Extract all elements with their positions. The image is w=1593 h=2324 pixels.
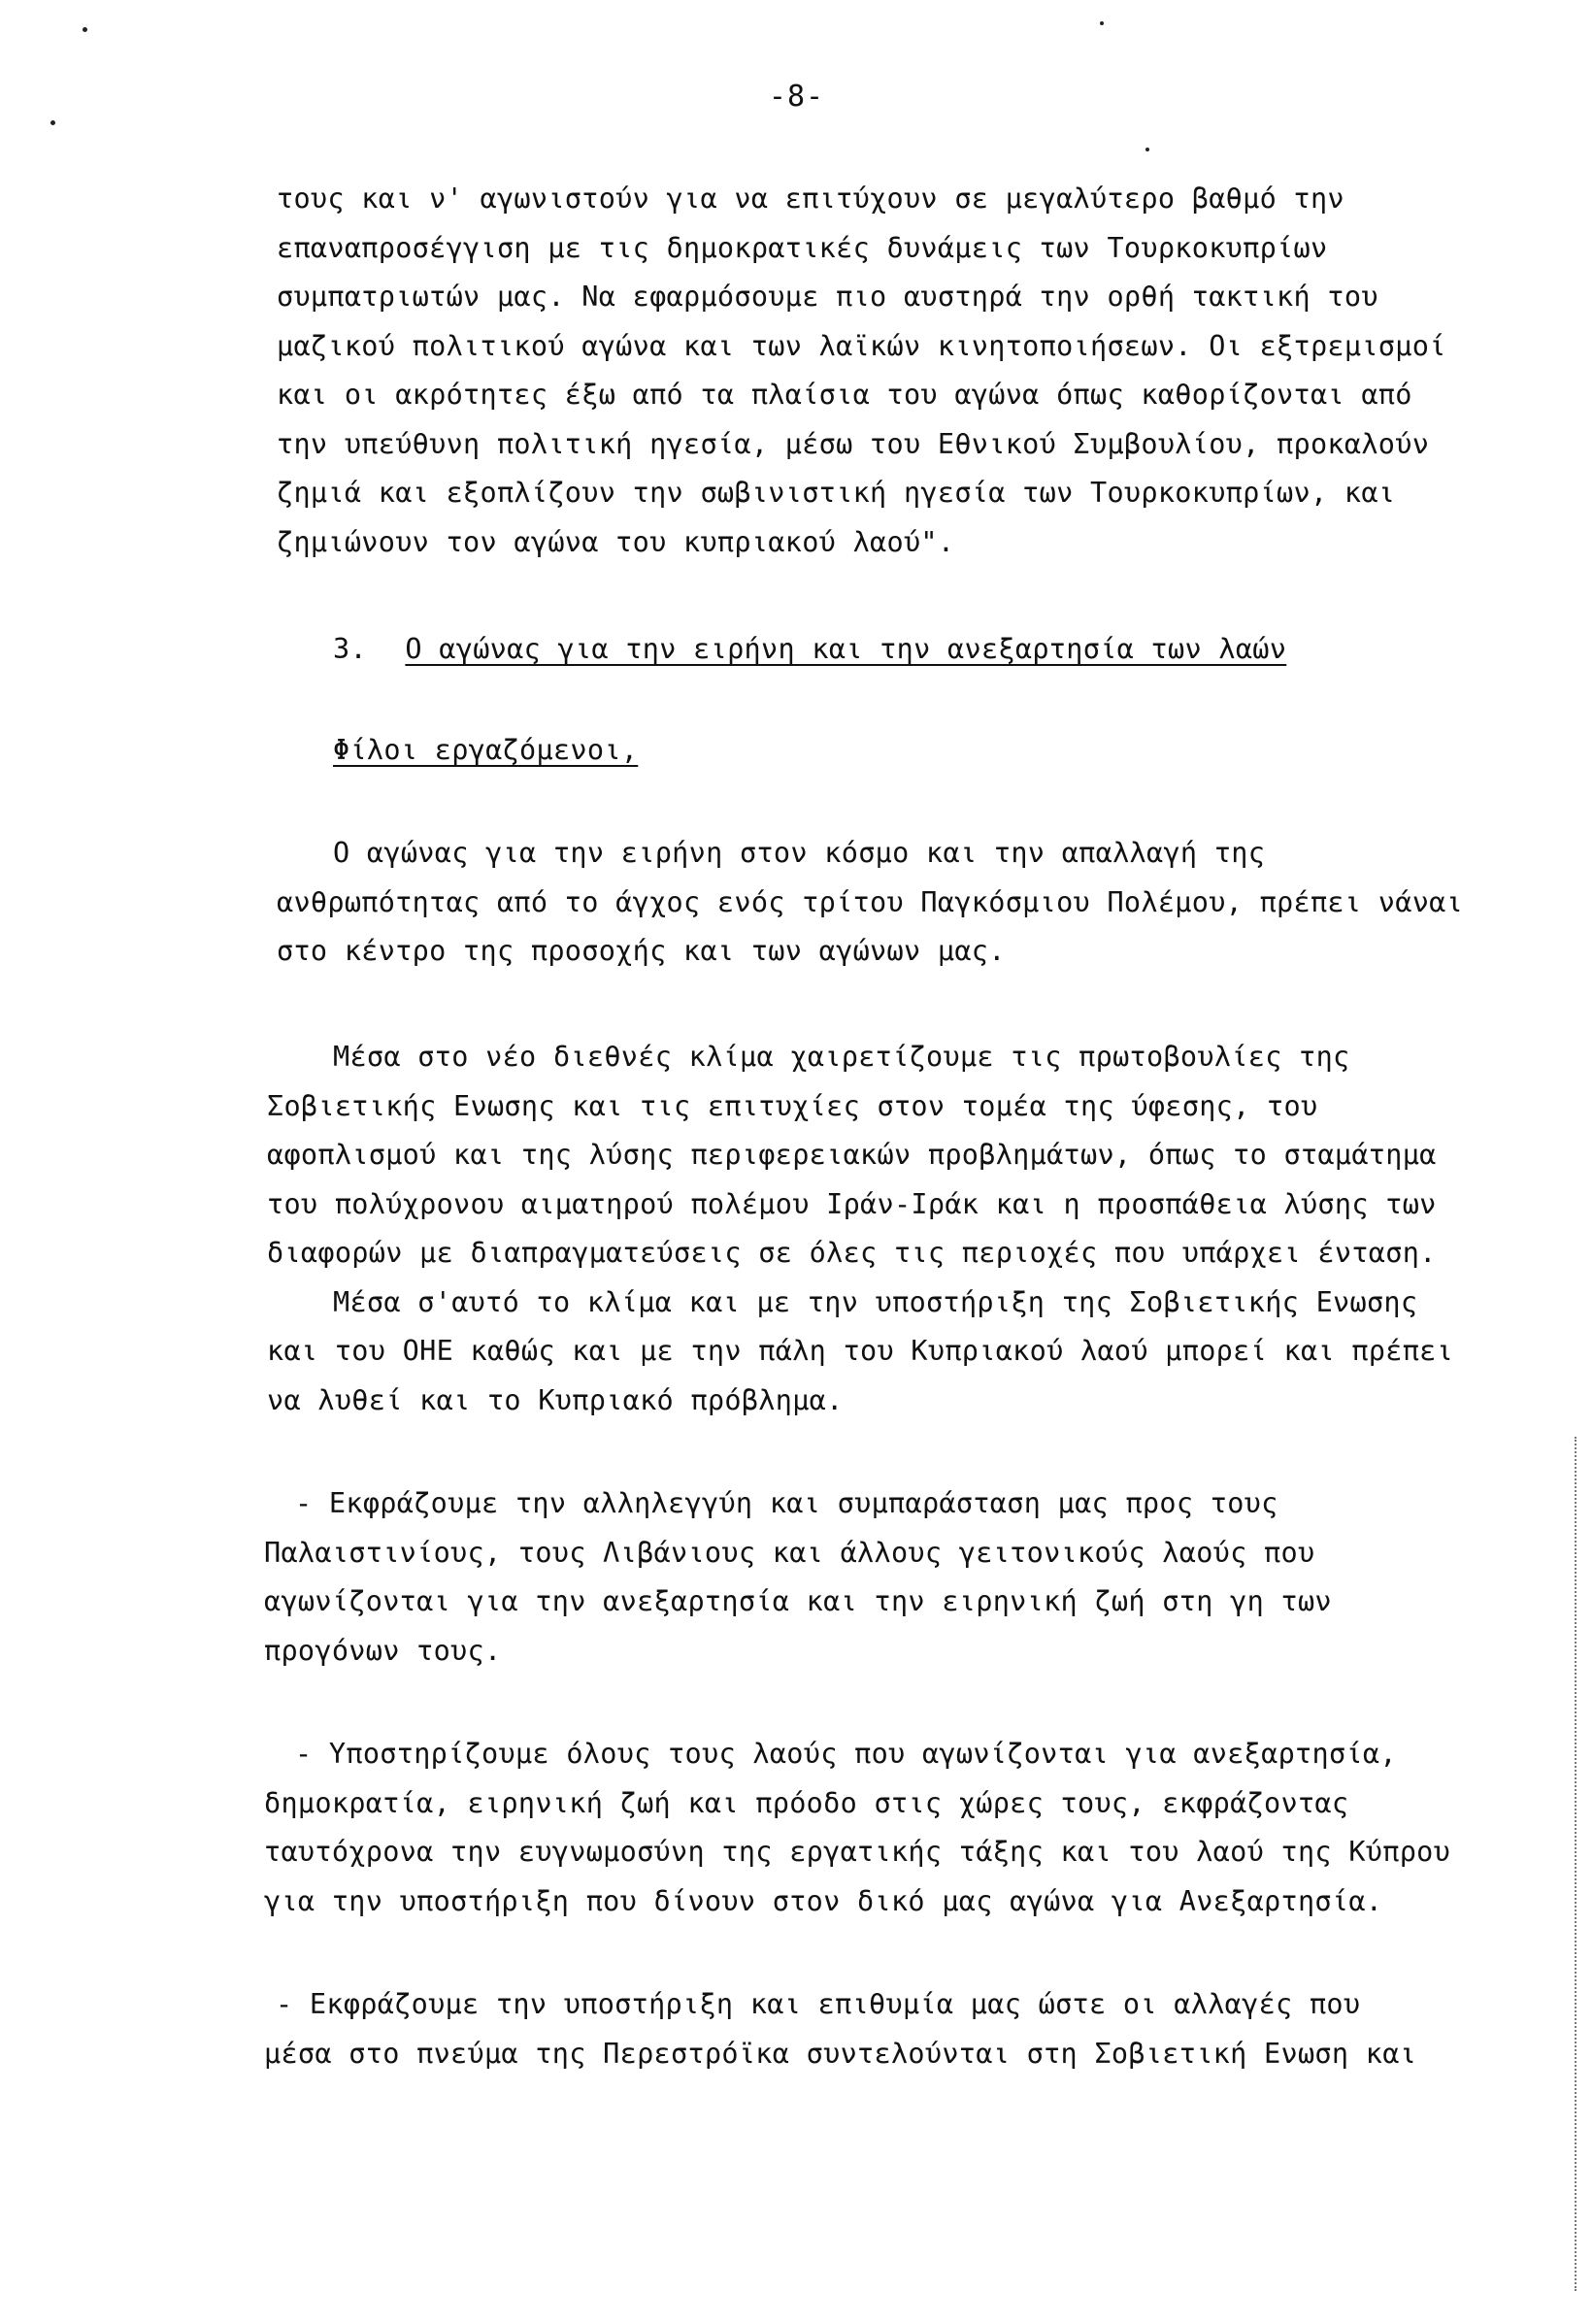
bullet-paragraph-3	[264, 1980, 1416, 2078]
bullet-paragraph-2	[264, 1730, 1450, 1926]
text-line: συμπατριωτών μας. Να εφαρμόσουμε πιο αυστηρά την ορθή τακτική του	[277, 281, 1378, 313]
text-line: και του ΟΗΕ καθώς και με την πάλη του Κυπριακού λαού μπορεί και πρέπει	[267, 1335, 1454, 1367]
scan-speck	[83, 27, 87, 32]
text-line: ζημιά και εξοπλίζουν την σωβινιστική ηγεσία των Τουρκοκυπρίων, και	[277, 477, 1396, 509]
text-line: δημοκρατία, ειρηνική ζωή και πρόοδο στις χώρες τους, εκφράζοντας	[264, 1786, 1349, 1819]
bullet-paragraph-1	[264, 1479, 1332, 1676]
text-line: προγόνων τους.	[264, 1634, 502, 1667]
scan-speck	[1145, 148, 1149, 151]
text-line: τους και ν' αγωνιστούν για να επιτύχουν σε μεγαλύτερο βαθμό την	[277, 183, 1344, 215]
text-line: διαφορών με διαπραγματεύσεις σε όλες τις περιοχές που υπάρχει ένταση.	[267, 1237, 1437, 1269]
text-line: του πολύχρονου αιματηρού πολέμου Ιράν-Ιράκ και η προσπάθεια λύσης των	[267, 1187, 1437, 1220]
salutation-text: Φίλοι εργαζόμενοι,	[333, 734, 639, 766]
paragraph-1	[277, 175, 1446, 567]
page-number: -8-	[768, 80, 825, 114]
text-line: Παλαιστινίους, τους Λιβάνιους και άλλους γειτονικούς λαούς που	[264, 1536, 1315, 1569]
text-line: και οι ακρότητες έξω από τα πλαίσια του αγώνα όπως καθορίζονται από	[277, 379, 1412, 411]
text-line: στο κέντρο της προσοχής και των αγώνων μας.	[277, 935, 1006, 967]
text-line: για την υποστήριξη που δίνουν στον δικό μας αγώνα για Ανεξαρτησία.	[264, 1884, 1383, 1917]
paragraph-2	[277, 829, 1463, 977]
section-number: 3.	[333, 633, 367, 665]
text-line: αγωνίζονται για την ανεξαρτησία και την ειρηνική ζωή στη γη των	[264, 1585, 1332, 1617]
text-line: ταυτόχρονα την ευγνωμοσύνη της εργατικής τάξης και του λαού της Κύπρου	[264, 1836, 1451, 1868]
text-line: μέσα στο πνεύμα της Περεστρόϊκα συντελούνται στη Σοβιετική Ενωση και	[264, 2037, 1417, 2070]
scan-edge-artifact	[1575, 1437, 1580, 2291]
text-line: - Εκφράζουμε την υποστήριξη και επιθυμία μας ώστε οι αλλαγές που	[276, 1988, 1361, 2020]
text-line: ζημιώνουν τον αγώνα του κυπριακού λαού".	[277, 525, 955, 558]
text-line: Ο αγώνας για την ειρήνη στον κόσμο και την απαλλαγή της	[333, 837, 1266, 869]
text-line: επαναπροσέγγιση με τις δημοκρατικές δυνάμεις των Τουρκοκυπρίων	[277, 231, 1328, 264]
paragraph-3	[267, 1033, 1453, 1425]
text-line: αφοπλισμού και της λύσης περιφερειακών προβλημάτων, όπως το σταμάτημα	[267, 1139, 1437, 1171]
text-line: μαζικού πολιτικού αγώνα και των λαϊκών κινητοποιήσεων. Οι εξτρεμισμοί	[277, 329, 1446, 362]
section-heading	[333, 633, 1286, 665]
scan-speck	[50, 120, 55, 125]
text-line: Μέσα σ'αυτό το κλίμα και με την υποστήριξη της Σοβιετικής Ενωσης	[333, 1285, 1418, 1318]
text-line: την υπεύθυνη πολιτική ηγεσία, μέσω του Εθνικού Συμβουλίου, προκαλούν	[277, 427, 1430, 460]
text-line: ανθρωπότητας από το άγχος ενός τρίτου Παγκόσμιου Πολέμου, πρέπει νάναι	[277, 885, 1464, 918]
salutation	[333, 734, 638, 766]
section-title: Ο αγώνας για την ειρήνη και την ανεξαρτησία των λαών	[405, 633, 1287, 665]
text-line: Σοβιετικής Ενωσης και τις επιτυχίες στον τομέα της ύφεσης, του	[267, 1089, 1318, 1122]
text-line: - Εκφράζουμε την αλληλεγγύη και συμπαράσταση μας προς τους	[295, 1487, 1278, 1519]
scan-speck	[1100, 21, 1104, 25]
text-line: Μέσα στο νέο διεθνές κλίμα χαιρετίζουμε τις πρωτοβουλίες της	[333, 1041, 1350, 1073]
text-line: να λυθεί και το Κυπριακό πρόβλημα.	[267, 1383, 844, 1416]
text-line: - Υποστηρίζουμε όλους τους λαούς που αγωνίζονται για ανεξαρτησία,	[295, 1738, 1397, 1770]
